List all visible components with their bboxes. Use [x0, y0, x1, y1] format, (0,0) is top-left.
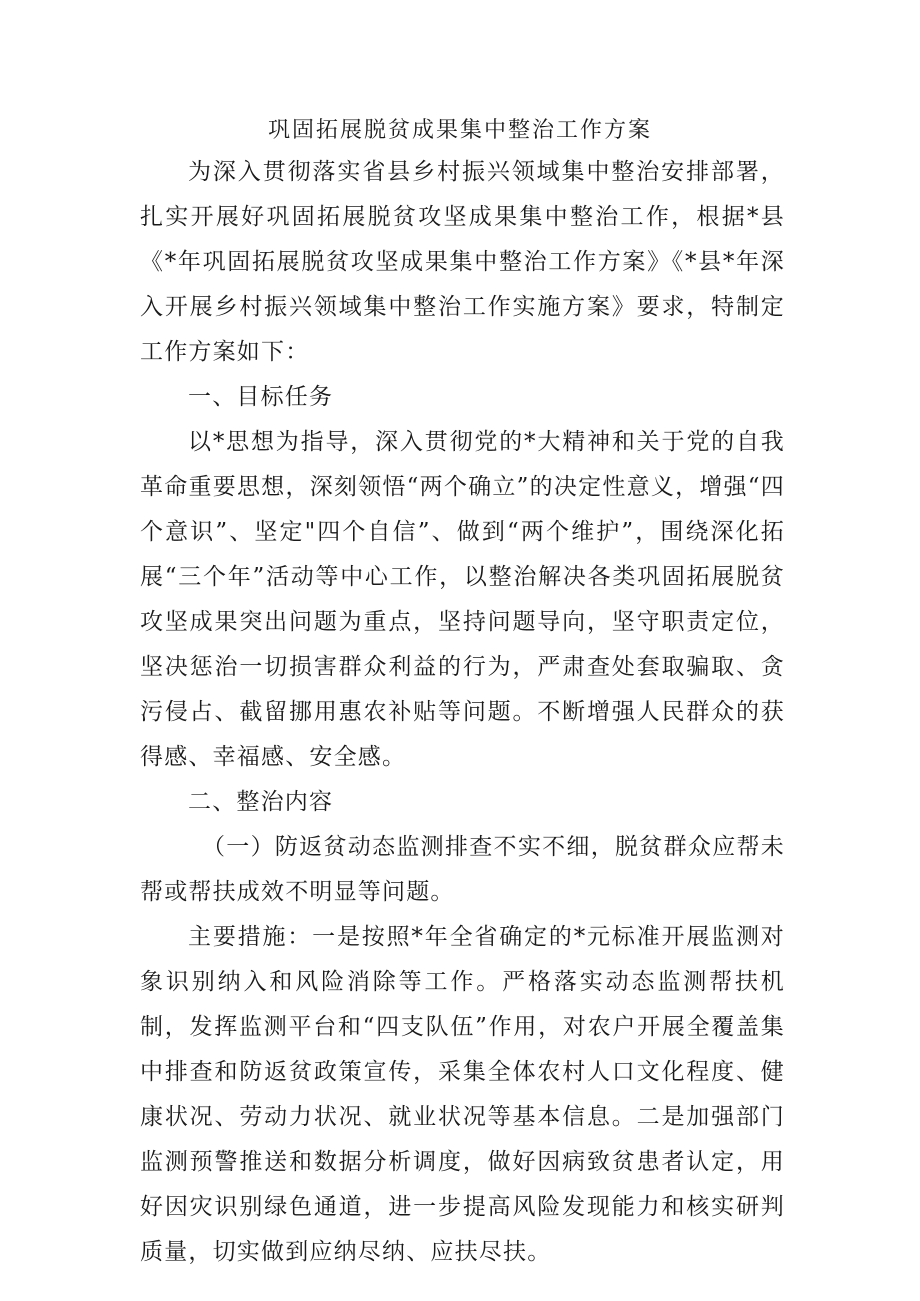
subsection-heading-monitoring: （一）防返贫动态监测排查不实不细，脱贫群众应帮未帮或帮扶成效不明显等问题。 [140, 834, 785, 905]
measures-paragraph: 主要措施：一是按照*年全省确定的*元标准开展监测对象识别纳入和风险消除等工作。严格落实动态监测帮扶机制，发挥监测平台和“四支队伍”作用，对农户开展全覆盖集中排查和防返贫政策宣传，采集全体农村人口文化程度、健康状况、劳动力状况、就业状况等基本信息。二是加强部门监测预警推送和数据分析调度，做好因病致贫患者认定，用好因灾识别绿色通道，进一步提高风险发现能力和核实研判质量，切实做到应纳尽纳、应扶尽扶。 [140, 924, 785, 1265]
document-body [140, 150, 785, 1275]
intro-paragraph: 为深入贯彻落实省县乡村振兴领域集中整治安排部署，扎实开展好巩固拓展脱贫攻坚成果集中整治工作，根据*县《*年巩固拓展脱贫攻坚成果集中整治工作方案》《*县*年深入开展乡村振兴领域集中整治工作实施方案》要求，特制定工作方案如下： [140, 159, 785, 365]
goals-paragraph: 以*思想为指导，深入贯彻党的*大精神和关于党的自我革命重要思想，深刻领悟“两个确立”的决定性意义，增强“四个意识”、坚定"四个自信”、做到“两个维护”，围绕深化拓展“三个年”活动等中心工作，以整治解决各类巩固拓展脱贫攻坚成果突出问题为重点，坚持问题导向，坚守职责定位，坚决惩治一切损害群众利益的行为，严肃查处套取骗取、贪污侵占、截留挪用惠农补贴等问题。不断增强人民群众的获得感、幸福感、安全感。 [140, 429, 785, 770]
document-title: 巩固拓展脱贫成果集中整治工作方案 [267, 118, 652, 143]
section-heading-content: 二、整治内容 [188, 789, 334, 815]
section-heading-goals: 一、目标任务 [188, 384, 334, 410]
